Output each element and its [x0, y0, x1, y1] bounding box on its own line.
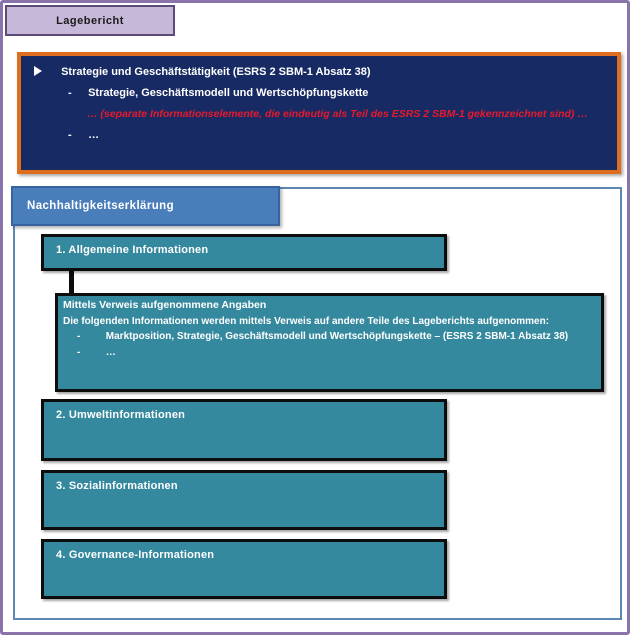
strategy-ellipsis-row	[21, 125, 617, 146]
section-label: 4. Governance-Informationen	[56, 549, 215, 561]
strategy-sub-item-row	[21, 83, 617, 104]
dash-bullet: -	[68, 129, 72, 141]
reference-box-title: Mittels Verweis aufgenommene Angaben	[63, 299, 267, 311]
sustainability-header	[11, 186, 280, 226]
arrowhead-right-icon	[34, 66, 42, 76]
reference-item	[63, 345, 596, 361]
section-label: 3. Sozialinformationen	[56, 480, 178, 492]
sustainability-header-label: Nachhaltigkeitserklärung	[27, 200, 175, 212]
lagebericht-label: Lagebericht	[56, 14, 124, 27]
strategy-ellipsis: …	[88, 129, 100, 141]
dash-bullet: -	[77, 346, 81, 358]
reference-item-text: …	[105, 346, 116, 358]
section-box-sozialinformationen	[41, 470, 447, 530]
section-label: 1. Allgemeine Informationen	[56, 244, 209, 256]
section-label: 2. Umweltinformationen	[56, 409, 186, 421]
reference-box	[55, 293, 604, 392]
reference-item	[63, 329, 596, 345]
strategy-box	[17, 52, 621, 174]
strategy-title-row	[21, 62, 617, 83]
reference-box-intro: Die folgenden Informationen werden mittels Verweis auf andere Teile des Lageberichts aufgenommen:	[63, 315, 550, 327]
strategy-title: Strategie und Geschäftstätigkeit (ESRS 2 SBM-1 Absatz 38)	[61, 66, 371, 78]
section-box-umweltinformationen	[41, 399, 447, 461]
dash-bullet: -	[68, 87, 72, 99]
lagebericht-tab	[5, 5, 175, 36]
section1-connector-line	[69, 269, 74, 296]
strategy-sub-item: Strategie, Geschäftsmodell und Wertschöpfungskette	[88, 87, 369, 99]
section-box-allgemeine-informationen	[41, 234, 447, 271]
reference-item-text: Marktposition, Strategie, Geschäftsmodell und Wertschöpfungskette – (ESRS 2 SBM-1 Absatz 38)	[105, 331, 569, 342]
dash-bullet: -	[77, 331, 81, 342]
section-box-governance-informationen	[41, 539, 447, 599]
strategy-red-note: … (separate Informationselemente, die eindeutig als Teil des ESRS 2 SBM-1 gekennzeichnet sind) …	[87, 108, 588, 120]
